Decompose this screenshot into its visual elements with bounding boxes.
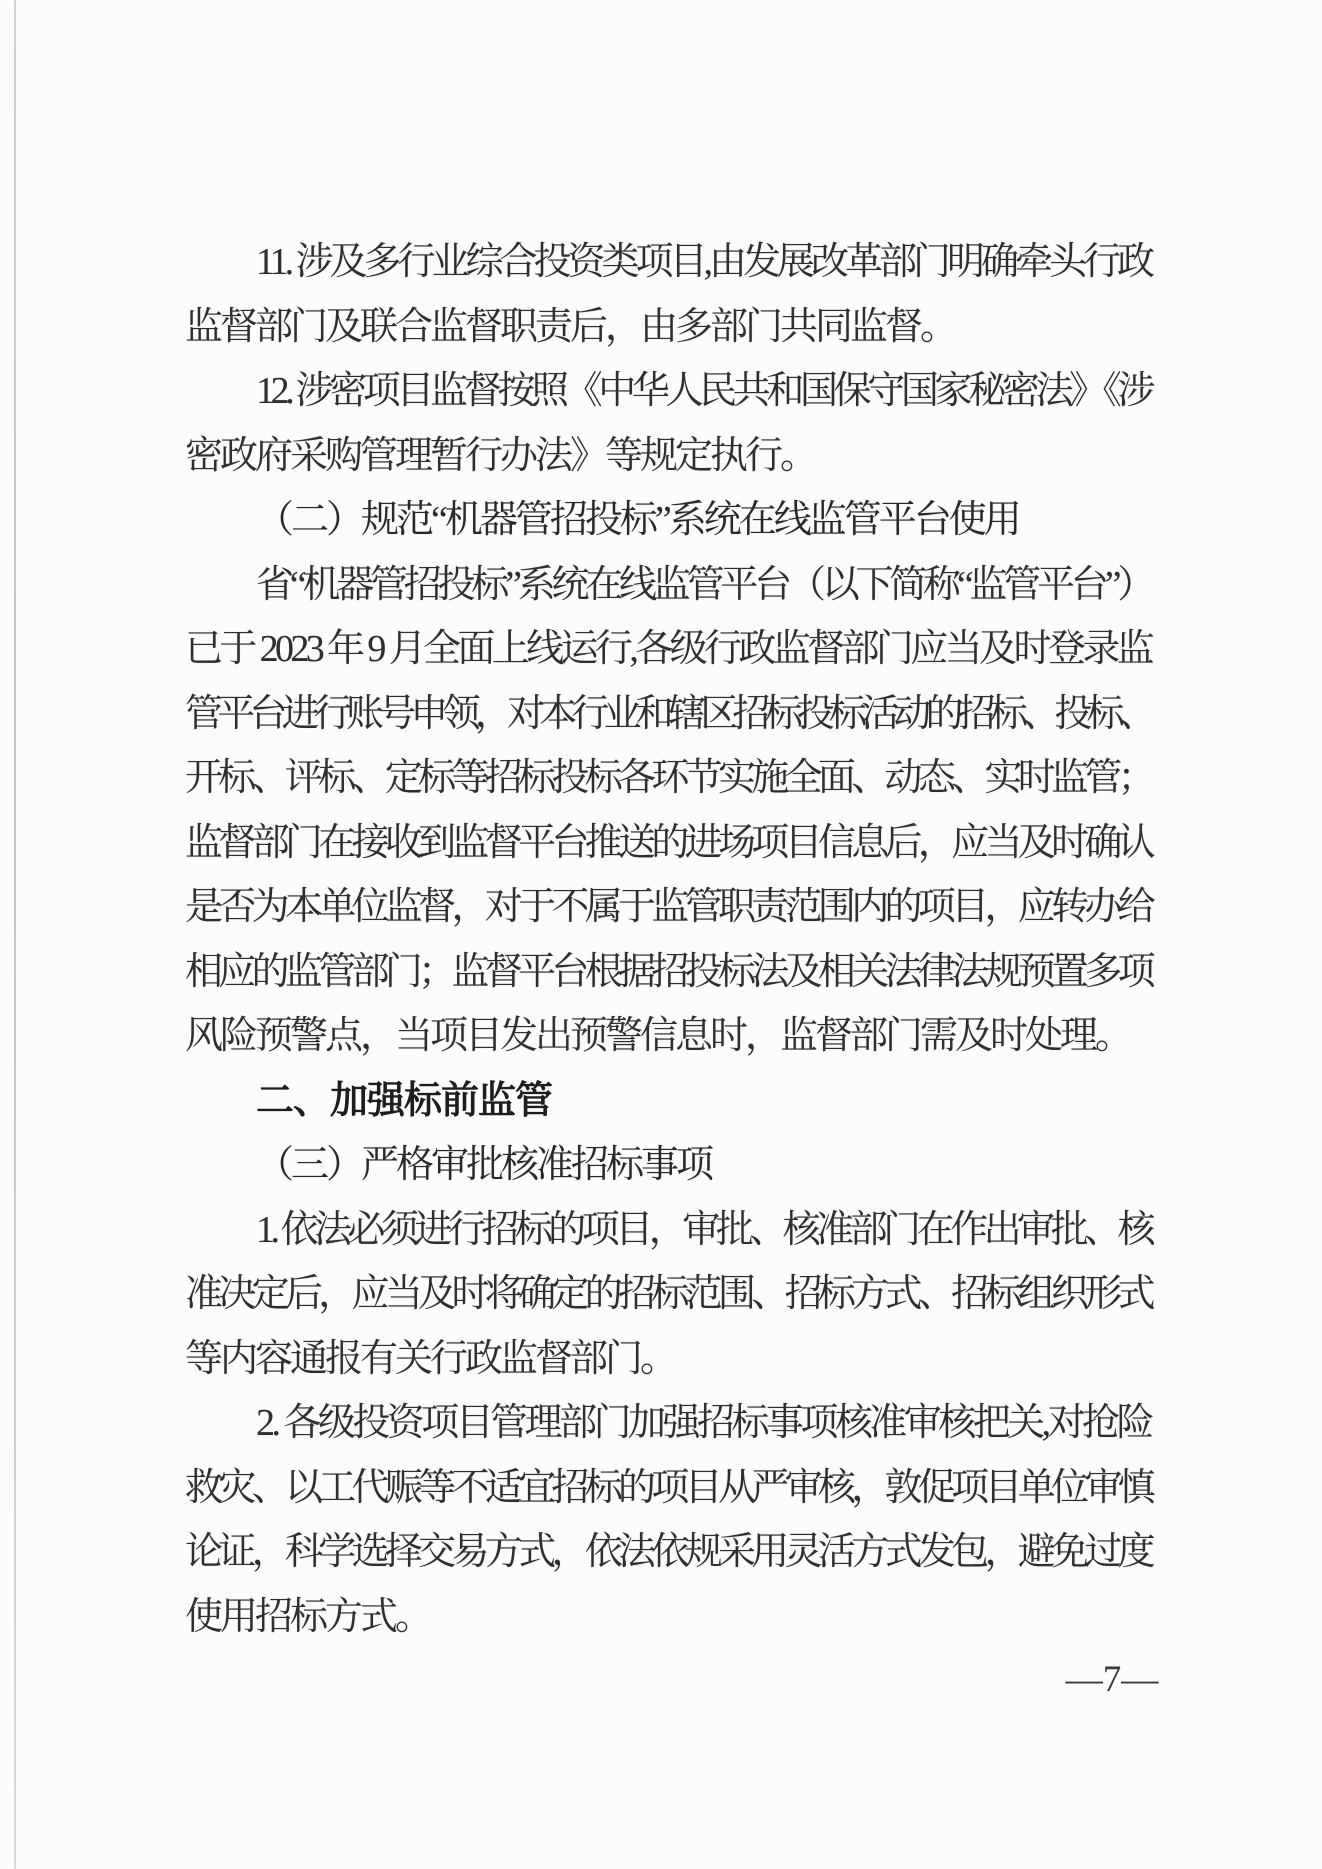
document-body xyxy=(185,230,1151,1649)
section-heading-3: （三）严格审批核准招标事项 xyxy=(256,1144,712,1186)
platform-paragraph-line-3: 管平台进行账号申领，对本行业和辖区招标投标活动的招标、投标、 xyxy=(185,692,1151,735)
platform-paragraph-line-1: 省“机器管招投标”系统在线监管平台（以下简称“监管平台”） xyxy=(256,563,1151,606)
review-paragraph-line-4: 使用招标方式。 xyxy=(185,1595,431,1638)
approval-paragraph-line-2: 准决定后，应当及时将确定的招标范围、招标方式、招标组织形式 xyxy=(185,1273,1151,1315)
review-paragraph-line-3: 论证，科学选择交易方式，依法依规采用灵活方式发包，避免过度 xyxy=(185,1531,1151,1573)
paragraph-12-line-1: 12. 涉密项目监督按照《中华人民共和国保守国家秘密法》《涉 xyxy=(256,370,1151,412)
paragraph-11-line-1: 11. 涉及多行业综合投资类项目,由发展改革部门明确牵头行政 xyxy=(256,241,1151,283)
chapter-heading-pre-bid: 二、加强标前监管 xyxy=(256,1079,553,1122)
approval-paragraph-line-3: 等内容通报有关行政监督部门。 xyxy=(185,1337,676,1380)
section-heading-2: （二）规范“机器管招投标”系统在线监管平台使用 xyxy=(256,499,1019,541)
platform-paragraph-line-7: 相应的监管部门；监督平台根据招投标法及相关法律法规预置多项 xyxy=(185,950,1151,993)
platform-paragraph-line-2: 已于 2023 年 9 月全面上线运行,各级行政监督部门应当及时登录监 xyxy=(185,628,1151,670)
review-paragraph-line-1: 2. 各级投资项目管理部门加强招标事项核准审核把关,对抢险 xyxy=(256,1402,1151,1444)
approval-paragraph-line-1: 1. 依法必须进行招标的项目，审批、核准部门在作出审批、核 xyxy=(256,1208,1151,1251)
platform-paragraph-line-6: 是否为本单位监督，对于不属于监管职责范围内的项目，应转办给 xyxy=(185,886,1151,928)
paragraph-12-line-2: 密政府采购管理暂行办法》等规定执行。 xyxy=(185,434,816,477)
scan-edge-line xyxy=(14,0,16,1869)
review-paragraph-line-2: 救灾、以工代赈等不适宜招标的项目从严审核，敦促项目单位审慎 xyxy=(185,1466,1151,1509)
platform-paragraph-line-8: 风险预警点，当项目发出预警信息时，监督部门需及时处理。 xyxy=(185,1015,1131,1057)
page-number: —7— xyxy=(1065,1659,1159,1700)
platform-paragraph-line-4: 开标、评标、定标等招标投标各环节实施全面、动态、实时监管； xyxy=(185,757,1151,799)
platform-paragraph-line-5: 监督部门在接收到监督平台推送的进场项目信息后，应当及时确认 xyxy=(185,821,1151,864)
paragraph-11-line-2: 监督部门及联合监督职责后，由多部门共同监督。 xyxy=(185,305,956,348)
